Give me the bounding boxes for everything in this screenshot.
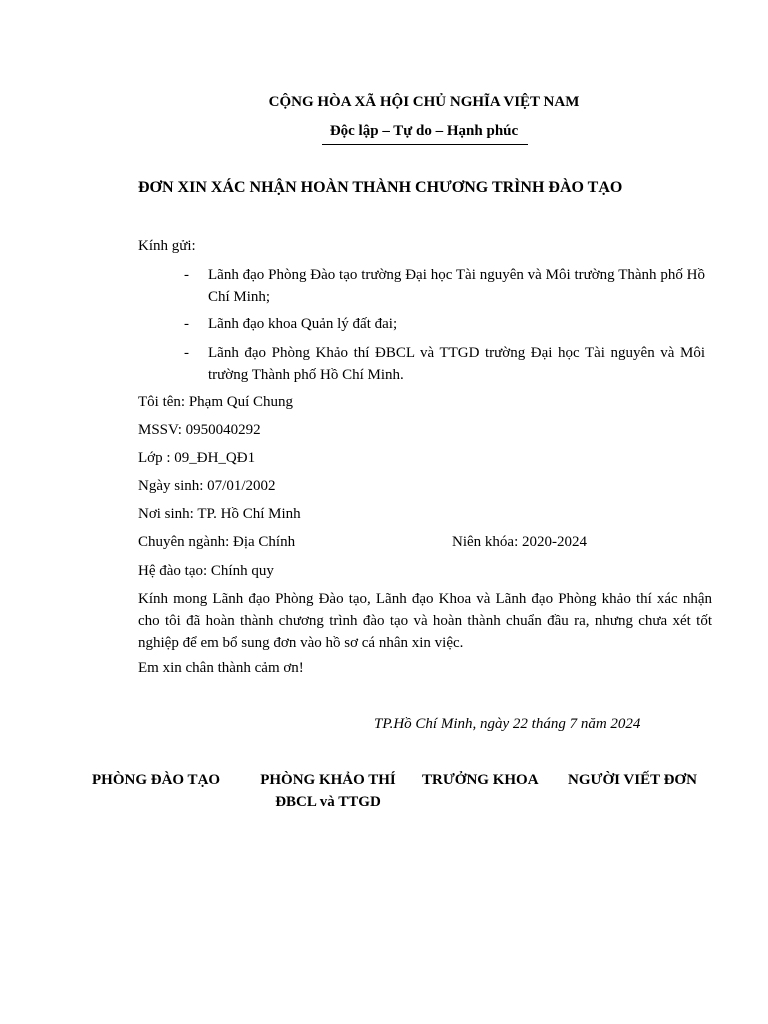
document-title: ĐƠN XIN XÁC NHẬN HOÀN THÀNH CHƯƠNG TRÌNH ĐÀO TẠO bbox=[138, 179, 623, 196]
student-id: MSSV: 0950040292 bbox=[138, 422, 261, 438]
student-birthplace: Nơi sinh: TP. Hồ Chí Minh bbox=[138, 506, 301, 522]
signature-training-office: PHÒNG ĐÀO TẠO bbox=[92, 772, 221, 788]
student-name: Tôi tên: Phạm Quí Chung bbox=[138, 394, 293, 410]
signature-applicant: NGƯỜI VIẾT ĐƠN bbox=[568, 772, 697, 788]
motto-heading: Độc lập – Tự do – Hạnh phúc bbox=[329, 123, 519, 139]
recipient-bullet: - bbox=[184, 267, 189, 283]
student-cohort: Niên khóa: 2020-2024 bbox=[452, 534, 587, 550]
closing-line: Em xin chân thành cảm ơn! bbox=[138, 660, 304, 676]
recipient-item: Lãnh đạo khoa Quản lý đất đai; bbox=[208, 316, 398, 332]
recipient-item: Lãnh đạo Phòng Đào tạo trường Đại học Tài nguyên và Môi trường Thành phố Hồ Chí Minh; bbox=[208, 267, 705, 305]
signature-exam-office-sub: ĐBCL và TTGD bbox=[275, 794, 381, 810]
recipient-item: Lãnh đạo Phòng Khảo thí ĐBCL và TTGD trường Đại học Tài nguyên và Môi trường Thành phố Hồ Chí Minh. bbox=[208, 345, 705, 383]
signature-exam-office: PHÒNG KHẢO THÍ bbox=[260, 772, 396, 788]
student-class: Lớp : 09_ĐH_QĐ1 bbox=[138, 450, 256, 466]
student-major: Chuyên ngành: Địa Chính bbox=[138, 534, 296, 550]
greeting: Kính gửi: bbox=[138, 238, 196, 254]
signature-dean: TRƯỞNG KHOA bbox=[422, 772, 539, 788]
request-paragraph: Kính mong Lãnh đạo Phòng Đào tạo, Lãnh đạo Khoa và Lãnh đạo Phòng khảo thí xác nhận cho tôi đã hoàn thành chương trình đào tạo và hoàn thành chuẩn đầu ra, nhưng chưa xét tốt nghiệp để em bổ sung đơn vào hồ sơ cá nhân xin việc. bbox=[138, 591, 712, 651]
recipient-bullet: - bbox=[184, 316, 189, 332]
motto-underline bbox=[322, 144, 528, 145]
training-type: Hệ đào tạo: Chính quy bbox=[138, 563, 274, 579]
nation-heading: CỘNG HÒA XÃ HỘI CHỦ NGHĨA VIỆT NAM bbox=[268, 94, 580, 110]
recipient-bullet: - bbox=[184, 345, 189, 361]
student-dob: Ngày sinh: 07/01/2002 bbox=[138, 478, 276, 494]
place-date: TP.Hồ Chí Minh, ngày 22 tháng 7 năm 2024 bbox=[374, 716, 641, 732]
